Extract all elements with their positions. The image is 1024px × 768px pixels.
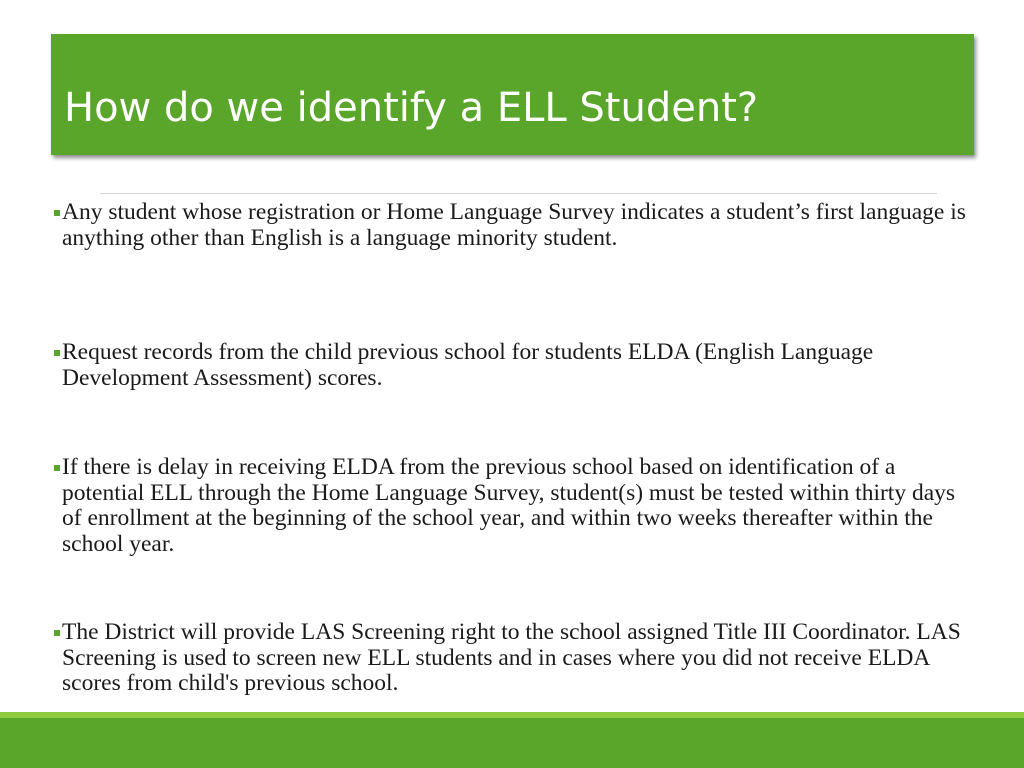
square-bullet-icon xyxy=(54,210,60,216)
bullet-text: Any student whose registration or Home Language Survey indicates a student’s first language is anything other than English is a language minority student. xyxy=(62,199,966,251)
slide-title: How do we identify a ELL Student? xyxy=(64,85,759,131)
bullet-item xyxy=(54,620,974,697)
bullet-text: The District will provide LAS Screening right to the school assigned Title III Coordinator. LAS Screening is used to screen new ELL students and in cases where you did not receive ELDA scores from child's previous school. xyxy=(62,619,961,696)
bullet-item xyxy=(54,200,974,251)
bullet-text: Request records from the child previous school for students ELDA (English Language Development Assessment) scores. xyxy=(62,339,874,391)
square-bullet-icon xyxy=(54,630,60,636)
bullet-item xyxy=(54,340,974,391)
square-bullet-icon xyxy=(54,465,60,471)
bullet-item xyxy=(54,455,974,557)
square-bullet-icon xyxy=(54,350,60,356)
bullet-text: If there is delay in receiving ELDA from the previous school based on identification of a potential ELL through the Home Language Survey, student(s) must be tested within thirty days of enrollment at the beginning of the school year, and within two weeks thereafter within the school year. xyxy=(62,454,956,557)
footer-band xyxy=(0,718,1024,768)
